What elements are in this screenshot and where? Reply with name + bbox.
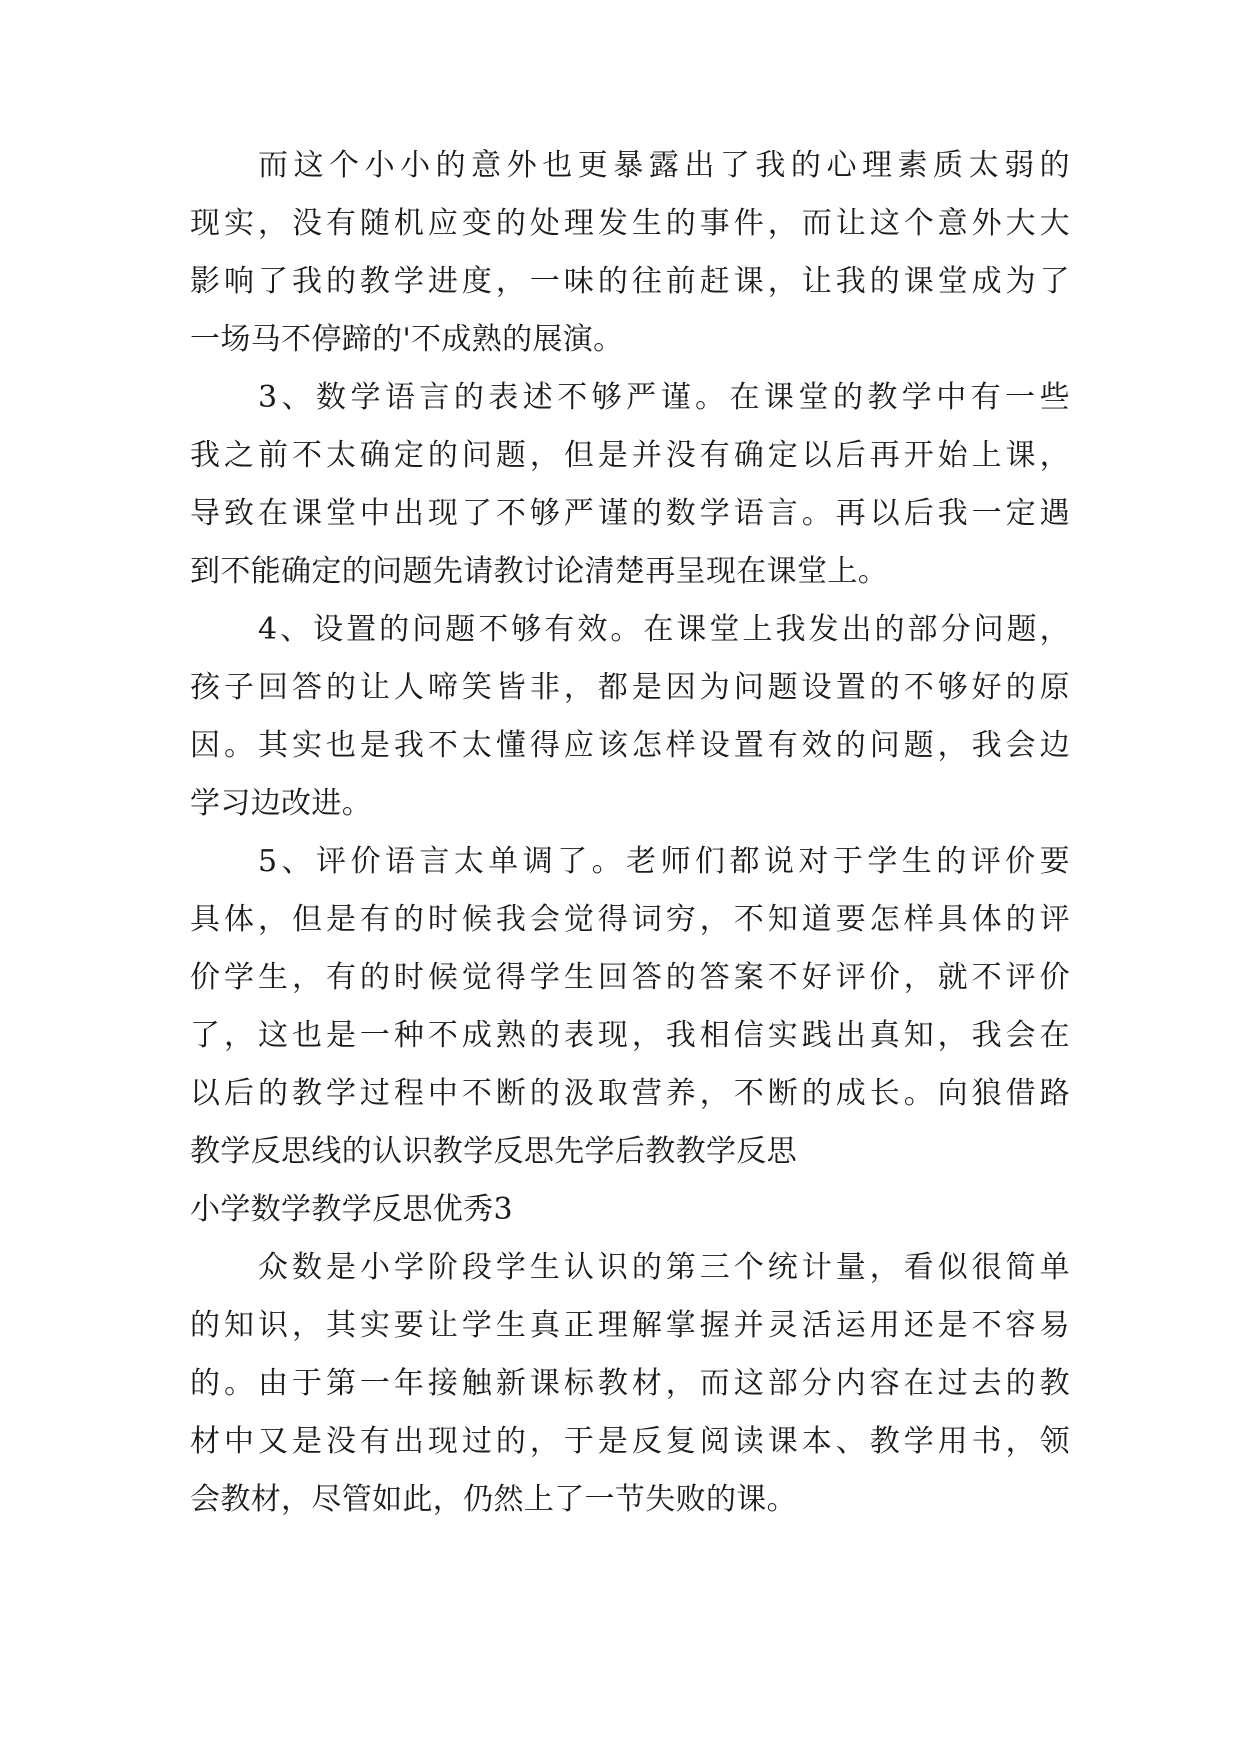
- paragraph-line: 一场马不停蹄的'不成熟的展演。: [190, 322, 624, 357]
- paragraph-line: 而这个小小的意外也更暴露出了我的心理素质太弱的: [258, 148, 1070, 183]
- section-heading: 小学数学教学反思优秀3: [190, 1192, 513, 1227]
- paragraph-line: 到不能确定的问题先请教讨论清楚再呈现在课堂上。: [190, 554, 889, 589]
- paragraph-line: 导致在课堂中出现了不够严谨的数学语言。再以后我一定遇: [190, 496, 1070, 531]
- paragraph-line: 因。其实也是我不太懂得应该怎样设置有效的问题，我会边: [190, 728, 1070, 763]
- paragraph-line: 教学反思线的认识教学反思先学后教教学反思: [190, 1134, 797, 1169]
- paragraph-line: 的。由于第一年接触新课标教材，而这部分内容在过去的教: [190, 1366, 1070, 1401]
- paragraph-line: 具体，但是有的时候我会觉得词穷，不知道要怎样具体的评: [190, 902, 1070, 937]
- paragraph-line: 以后的教学过程中不断的汲取营养，不断的成长。向狼借路: [190, 1076, 1070, 1111]
- paragraph-line: 学习边改进。: [190, 786, 373, 821]
- paragraph-line: 材中又是没有出现过的，于是反复阅读课本、教学用书，领: [190, 1424, 1070, 1459]
- paragraph-line: 众数是小学阶段学生认识的第三个统计量，看似很简单: [258, 1250, 1070, 1285]
- paragraph-line: 了，这也是一种不成熟的表现，我相信实践出真知，我会在: [190, 1018, 1070, 1053]
- paragraph-line: 影响了我的教学进度，一味的往前赶课，让我的课堂成为了: [190, 264, 1070, 299]
- paragraph-line: 价学生，有的时候觉得学生回答的答案不好评价，就不评价: [190, 960, 1070, 995]
- paragraph-line: 我之前不太确定的问题，但是并没有确定以后再开始上课，: [190, 438, 1070, 473]
- paragraph-line: 5、评价语言太单调了。老师们都说对于学生的评价要: [258, 844, 1070, 879]
- paragraph-line: 现实，没有随机应变的处理发生的事件，而让这个意外大大: [190, 206, 1070, 241]
- paragraph-line: 3、数学语言的表述不够严谨。在课堂的教学中有一些: [258, 380, 1070, 415]
- paragraph-line: 4、设置的问题不够有效。在课堂上我发出的部分问题，: [258, 612, 1070, 647]
- paragraph-line: 会教材，尽管如此，仍然上了一节失败的课。: [190, 1482, 797, 1517]
- paragraph-line: 的知识，其实要让学生真正理解掌握并灵活运用还是不容易: [190, 1308, 1070, 1343]
- paragraph-line: 孩子回答的让人啼笑皆非，都是因为问题设置的不够好的原: [190, 670, 1070, 705]
